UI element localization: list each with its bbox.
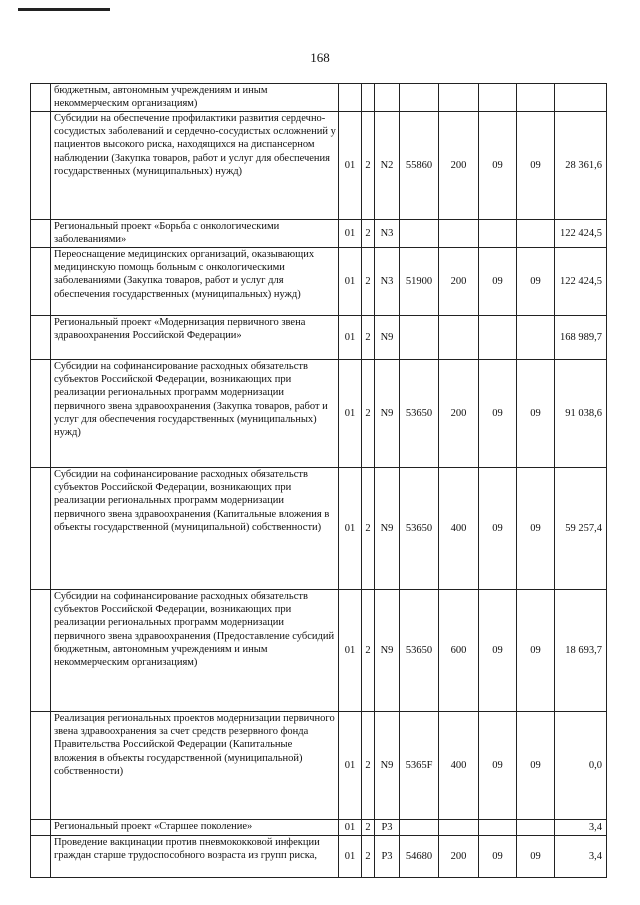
table-row xyxy=(31,248,607,316)
row-code-c7 xyxy=(517,220,555,248)
top-rule xyxy=(18,8,110,11)
row-code-c4: 5365F xyxy=(400,712,439,820)
margin-cell xyxy=(31,316,51,360)
row-code-c1: 01 xyxy=(339,590,362,712)
row-code-c2 xyxy=(362,84,375,112)
row-code-c4 xyxy=(400,316,439,360)
row-code-c1: 01 xyxy=(339,112,362,220)
margin-cell xyxy=(31,248,51,316)
row-code-c2: 2 xyxy=(362,112,375,220)
row-description: Проведение вакцинации против пневмококковой инфекции граждан старше трудоспособного возраста из групп риска, xyxy=(51,836,339,878)
row-code-c4: 54680 xyxy=(400,836,439,878)
margin-cell xyxy=(31,112,51,220)
table-row xyxy=(31,84,607,112)
page-number: 168 xyxy=(310,50,330,65)
row-code-c6 xyxy=(479,316,517,360)
row-code-c6: 09 xyxy=(479,836,517,878)
row-code-c5: 200 xyxy=(439,836,479,878)
table-row xyxy=(31,220,607,248)
row-code-c6 xyxy=(479,220,517,248)
row-amount: 3,4 xyxy=(555,820,607,836)
row-code-c6: 09 xyxy=(479,248,517,316)
row-description: Переоснащение медицинских организаций, оказывающих медицинскую помощь больным с онкологическими заболеваниями (Закупка товаров, работ и услуг для обеспечения государственных (муниципальных) нужд) xyxy=(51,248,339,316)
row-code-c3: N3 xyxy=(375,220,400,248)
row-code-c2: 2 xyxy=(362,820,375,836)
row-code-c2: 2 xyxy=(362,360,375,468)
row-code-c3: N2 xyxy=(375,112,400,220)
row-code-c4: 55860 xyxy=(400,112,439,220)
row-code-c5 xyxy=(439,84,479,112)
row-code-c4: 53650 xyxy=(400,468,439,590)
row-code-c7 xyxy=(517,316,555,360)
row-code-c7: 09 xyxy=(517,248,555,316)
row-code-c1: 01 xyxy=(339,820,362,836)
row-code-c5: 200 xyxy=(439,248,479,316)
row-code-c7: 09 xyxy=(517,590,555,712)
row-code-c5 xyxy=(439,316,479,360)
row-code-c6: 09 xyxy=(479,360,517,468)
row-code-c2: 2 xyxy=(362,220,375,248)
row-code-c3: N9 xyxy=(375,468,400,590)
table-row xyxy=(31,360,607,468)
table-row xyxy=(31,712,607,820)
row-amount: 59 257,4 xyxy=(555,468,607,590)
row-code-c3: N9 xyxy=(375,360,400,468)
row-code-c6 xyxy=(479,84,517,112)
row-code-c6: 09 xyxy=(479,468,517,590)
row-code-c6: 09 xyxy=(479,712,517,820)
margin-cell xyxy=(31,84,51,112)
row-amount: 28 361,6 xyxy=(555,112,607,220)
row-code-c1: 01 xyxy=(339,712,362,820)
row-code-c5: 200 xyxy=(439,112,479,220)
table-row xyxy=(31,316,607,360)
row-code-c5: 400 xyxy=(439,468,479,590)
row-code-c3: P3 xyxy=(375,836,400,878)
row-code-c1: 01 xyxy=(339,836,362,878)
row-description: Региональный проект «Борьба с онкологическими заболеваниями» xyxy=(51,220,339,248)
row-code-c2: 2 xyxy=(362,836,375,878)
margin-cell xyxy=(31,712,51,820)
row-code-c7: 09 xyxy=(517,712,555,820)
table-row xyxy=(31,590,607,712)
margin-cell xyxy=(31,590,51,712)
row-code-c6: 09 xyxy=(479,112,517,220)
table-row xyxy=(31,836,607,878)
row-code-c1: 01 xyxy=(339,360,362,468)
row-code-c2: 2 xyxy=(362,248,375,316)
budget-table xyxy=(30,83,607,878)
row-code-c6: 09 xyxy=(479,590,517,712)
margin-cell xyxy=(31,836,51,878)
row-code-c4: 53650 xyxy=(400,360,439,468)
row-description: Региональный проект «Модернизация первичного звена здравоохранения Российской Федерации» xyxy=(51,316,339,360)
row-code-c3: N9 xyxy=(375,712,400,820)
row-amount xyxy=(555,84,607,112)
row-description: Субсидии на софинансирование расходных обязательств субъектов Российской Федерации, возникающих при реализации региональных программ модернизации первичного звена здравоохранения (Предоставление субсидий бюджетным, автономным учреждениям и иным некоммерческим организациям) xyxy=(51,590,339,712)
row-code-c7: 09 xyxy=(517,836,555,878)
row-description: бюджетным, автономным учреждениям и иным некоммерческим организациям) xyxy=(51,84,339,112)
row-code-c3: P3 xyxy=(375,820,400,836)
row-code-c1: 01 xyxy=(339,468,362,590)
row-code-c7: 09 xyxy=(517,360,555,468)
row-code-c4 xyxy=(400,820,439,836)
table-row xyxy=(31,468,607,590)
row-code-c4: 51900 xyxy=(400,248,439,316)
margin-cell xyxy=(31,820,51,836)
row-code-c5 xyxy=(439,220,479,248)
row-code-c7: 09 xyxy=(517,112,555,220)
row-code-c1: 01 xyxy=(339,248,362,316)
margin-cell xyxy=(31,360,51,468)
row-code-c3 xyxy=(375,84,400,112)
row-amount: 3,4 xyxy=(555,836,607,878)
row-code-c3: N3 xyxy=(375,248,400,316)
row-code-c7 xyxy=(517,820,555,836)
row-code-c2: 2 xyxy=(362,316,375,360)
row-code-c1: 01 xyxy=(339,220,362,248)
row-description: Региональный проект «Старшее поколение» xyxy=(51,820,339,836)
row-code-c5: 600 xyxy=(439,590,479,712)
row-description: Субсидии на обеспечение профилактики развития сердечно-сосудистых заболеваний и сердечно-сосудистых осложнений у пациентов высокого риска, находящихся на диспансерном наблюдении (Закупка товаров, работ и услуг для обеспечения государственных (муниципальных) нужд) xyxy=(51,112,339,220)
row-code-c7 xyxy=(517,84,555,112)
row-description: Реализация региональных проектов модернизации первичного звена здравоохранения за счет средств резервного фонда Правительства Российской Федерации (Капитальные вложения в объекты государственной (муниципальной) собственности) xyxy=(51,712,339,820)
row-code-c7: 09 xyxy=(517,468,555,590)
row-code-c2: 2 xyxy=(362,468,375,590)
row-description: Субсидии на софинансирование расходных обязательств субъектов Российской Федерации, возникающих при реализации региональных программ модернизации первичного звена здравоохранения (Закупка товаров, работ и услуг для обеспечения государственных (муниципальных) нужд) xyxy=(51,360,339,468)
row-amount: 122 424,5 xyxy=(555,220,607,248)
row-code-c5: 400 xyxy=(439,712,479,820)
row-amount: 91 038,6 xyxy=(555,360,607,468)
row-amount: 0,0 xyxy=(555,712,607,820)
row-code-c4: 53650 xyxy=(400,590,439,712)
row-code-c3: N9 xyxy=(375,316,400,360)
row-code-c4 xyxy=(400,220,439,248)
row-code-c1: 01 xyxy=(339,316,362,360)
row-code-c5: 200 xyxy=(439,360,479,468)
margin-cell xyxy=(31,468,51,590)
row-code-c5 xyxy=(439,820,479,836)
row-code-c4 xyxy=(400,84,439,112)
row-amount: 168 989,7 xyxy=(555,316,607,360)
row-code-c1 xyxy=(339,84,362,112)
row-code-c2: 2 xyxy=(362,590,375,712)
table-row xyxy=(31,820,607,836)
row-description: Субсидии на софинансирование расходных обязательств субъектов Российской Федерации, возникающих при реализации региональных программ модернизации первичного звена здравоохранения (Капитальные вложения в объекты государственной (муниципальной) собственности) xyxy=(51,468,339,590)
row-amount: 18 693,7 xyxy=(555,590,607,712)
row-code-c6 xyxy=(479,820,517,836)
row-code-c3: N9 xyxy=(375,590,400,712)
margin-cell xyxy=(31,220,51,248)
table-row xyxy=(31,112,607,220)
row-code-c2: 2 xyxy=(362,712,375,820)
row-amount: 122 424,5 xyxy=(555,248,607,316)
